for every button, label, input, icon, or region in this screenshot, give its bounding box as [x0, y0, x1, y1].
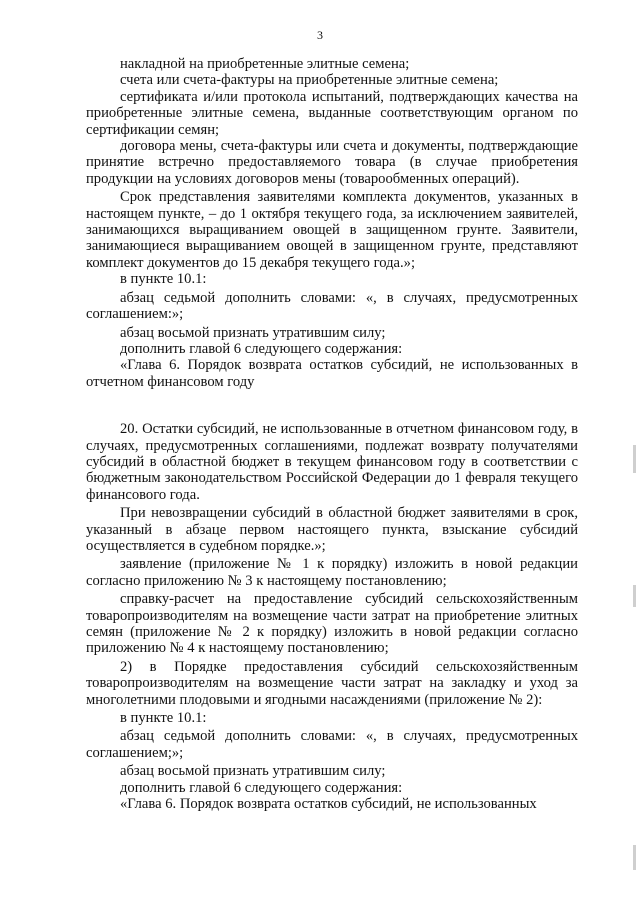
paragraph: Срок представления заявителями комплекта документов, указанных в настоящем пункте, – до 1 октября текущего года, за исключением заявителей, занимающихся выращиванием овощей в защищенном грунте. Заявители, занимающиеся выращиванием овощей в защищенном грунте, представляют комплект документов до 15 декабря текущего года.»; [86, 189, 578, 271]
chapter-heading: «Глава 6. Порядок возврата остатков субсидий, не использованных в отчетном финансовом году [86, 357, 578, 390]
paragraph: сертификата и/или протокола испытаний, подтверждающих качества на приобретенные элитные семена, выданные соответствующим органом по сертификации семян; [86, 88, 578, 138]
scan-edge-mark [633, 845, 636, 870]
chapter-heading: «Глава 6. Порядок возврата остатков субсидий, не использованных [120, 796, 537, 813]
paragraph: справку-расчет на предоставление субсидий сельскохозяйственным товаропроизводителям на возмещение части затрат на приобретение элитных семян (приложение № 2 к порядку) изложить в новой редакции согласно приложению № 4 к настоящему постановлению; [86, 591, 578, 657]
scan-edge-mark [633, 445, 636, 473]
paragraph: абзац седьмой дополнить словами: «, в случаях, предусмотренных соглашением;»; [86, 728, 578, 761]
page-number: 3 [317, 28, 323, 42]
paragraph: При невозвращении субсидий в областной бюджет заявителями в срок, указанный в абзаце первом настоящего пункта, взыскание субсидий осуществляется в судебном порядке.»; [86, 505, 578, 554]
paragraph: в пункте 10.1: [120, 710, 207, 727]
paragraph: дополнить главой 6 следующего содержания: [120, 779, 403, 796]
paragraph: абзац восьмой признать утратившим силу; [120, 324, 386, 341]
paragraph: в пункте 10.1: [120, 271, 207, 288]
paragraph: абзац седьмой дополнить словами: «, в случаях, предусмотренных соглашением:»; [86, 289, 578, 323]
paragraph: абзац восьмой признать утратившим силу; [120, 763, 386, 780]
paragraph: 20. Остатки субсидий, не использованные в отчетном финансовом году, в случаях, предусмотренных соглашениями, подлежат возврату получателями субсидий в областной бюджет в текущем финансовом году в соответствии с бюджетным законодательством Российской Федерации до 1 февраля текущего финансового года. [86, 421, 578, 503]
paragraph: заявление (приложение № 1 к порядку) изложить в новой редакции согласно приложению № 3 к настоящему постановлению; [86, 556, 578, 589]
paragraph: накладной на приобретенные элитные семена; [120, 56, 410, 72]
paragraph: дополнить главой 6 следующего содержания: [120, 340, 403, 357]
scan-edge-mark [633, 585, 636, 607]
document-body [86, 56, 578, 812]
paragraph: договора мены, счета-фактуры или счета и документы, подтверждающие принятие встречно предоставляемого товара (в случае приобретения продукции на условиях договоров мены (товарообменных операций). [86, 138, 578, 187]
paragraph: 2) в Порядке предоставления субсидий сельскохозяйственным товаропроизводителям на возмещение части затрат на закладку и уход за многолетними плодовыми и ягодными насаждениями (приложение № 2): [86, 658, 578, 708]
paragraph: счета или счета-фактуры на приобретенные элитные семена; [120, 72, 499, 89]
